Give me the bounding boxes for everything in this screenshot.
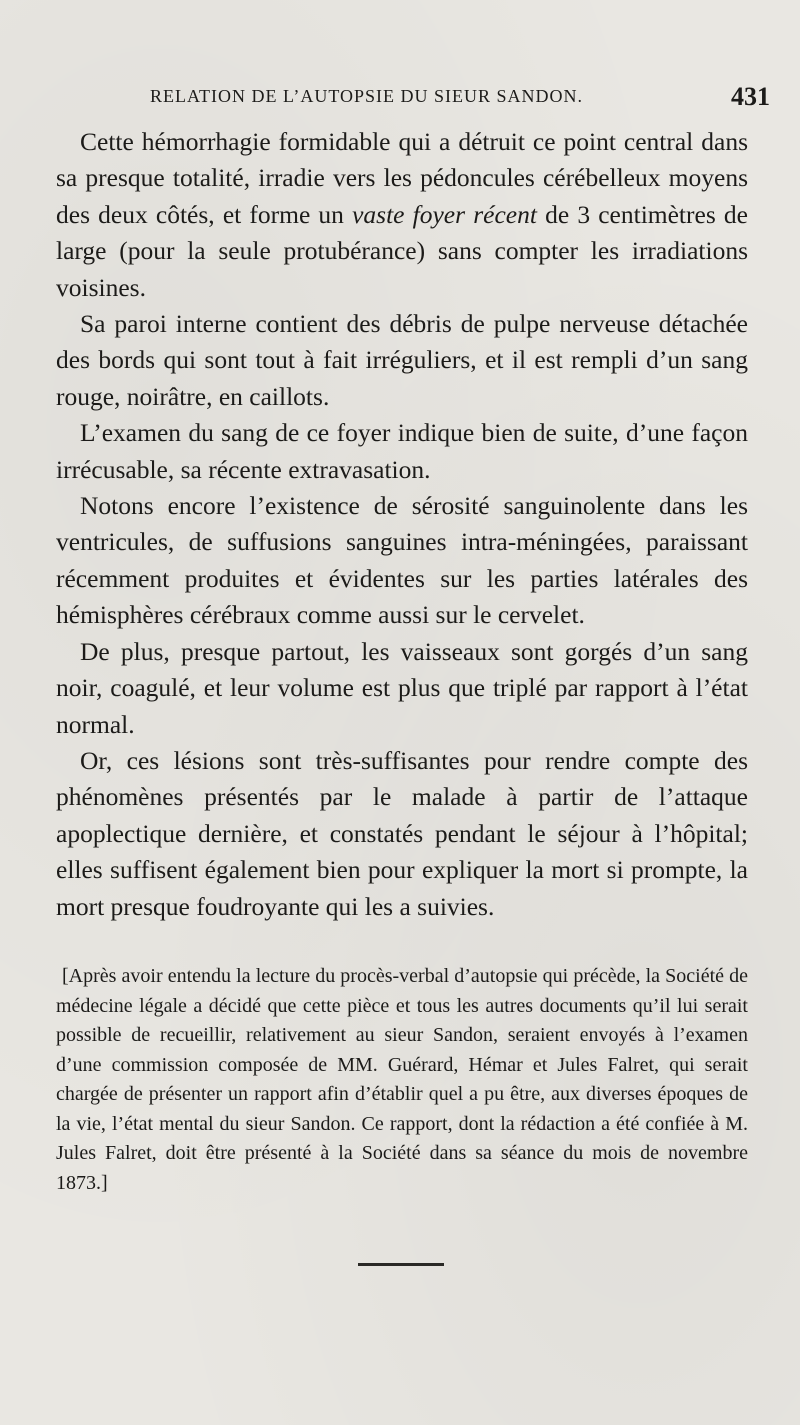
paragraph	[56, 124, 748, 306]
editorial-note	[56, 962, 748, 1198]
page-header	[150, 82, 770, 116]
italic-phrase: vaste foyer récent	[352, 199, 537, 229]
paragraph: Sa paroi interne contient des débris de pulpe nerveuse détachée des bords qui sont tout à fait irréguliers, et il est rempli d’un sang rouge, noirâtre, en caillots.	[56, 309, 748, 411]
page-number: 431	[731, 82, 770, 111]
paragraph: Notons encore l’existence de sérosité sanguinolente dans les ventricules, de suffusions sanguines intra-méningées, paraissant récemment produites et évidentes sur les parties latérales des hémisphères cérébraux comme aussi sur le cervelet.	[56, 491, 748, 630]
running-head: RELATION DE L’AUTOPSIE DU SIEUR SANDON.	[150, 86, 584, 106]
paragraph: L’examen du sang de ce foyer indique bien de suite, d’une façon irrécusable, sa récente extravasation.	[56, 418, 748, 484]
note-text: [Après avoir entendu la lecture du procès-verbal d’autopsie qui précède, la Société de médecine légale a décidé que cette pièce et tous les autres documents qu’il lui serait possible de recueillir, relativement au sieur Sandon, seraient envoyés à l’examen d’une commission composée de MM. Guérard, Hémar et Jules Falret, qui serait chargée de présenter un rapport afin d’établir quel a pu être, aux diverses époques de la vie, l’état mental du sieur Sandon. Ce rapport, dont la rédaction a été confiée à M. Jules Falret, doit être présenté à la Société dans sa séance du mois de novembre 1873.]	[56, 965, 748, 1194]
paragraph: De plus, presque partout, les vaisseaux sont gorgés d’un sang noir, coagulé, et leur volume est plus que triplé par rapport à l’état normal.	[56, 636, 748, 739]
paragraph: Or, ces lésions sont très-suffisantes pour rendre compte des phénomènes présentés par le malade à partir de l’attaque apoplectique dernière, et constatés pendant le séjour à l’hôpital; elles suffisent également bien pour expliquer la mort si prompte, la mort presque foudroyante qui les a suivies.	[56, 745, 748, 921]
paragraph-text: de 3 centimètres de large (pour la seule protubérance) sans compter les irradiations voisines.	[56, 199, 748, 302]
main-text	[56, 124, 748, 925]
closing-rule	[358, 1263, 444, 1266]
paragraph-text: Cette hémorrhagie formidable qui a détruit ce point central dans sa presque totalité, irradie vers les pédoncules cérébelleux moyens des deux côtés, et forme un	[56, 127, 748, 229]
